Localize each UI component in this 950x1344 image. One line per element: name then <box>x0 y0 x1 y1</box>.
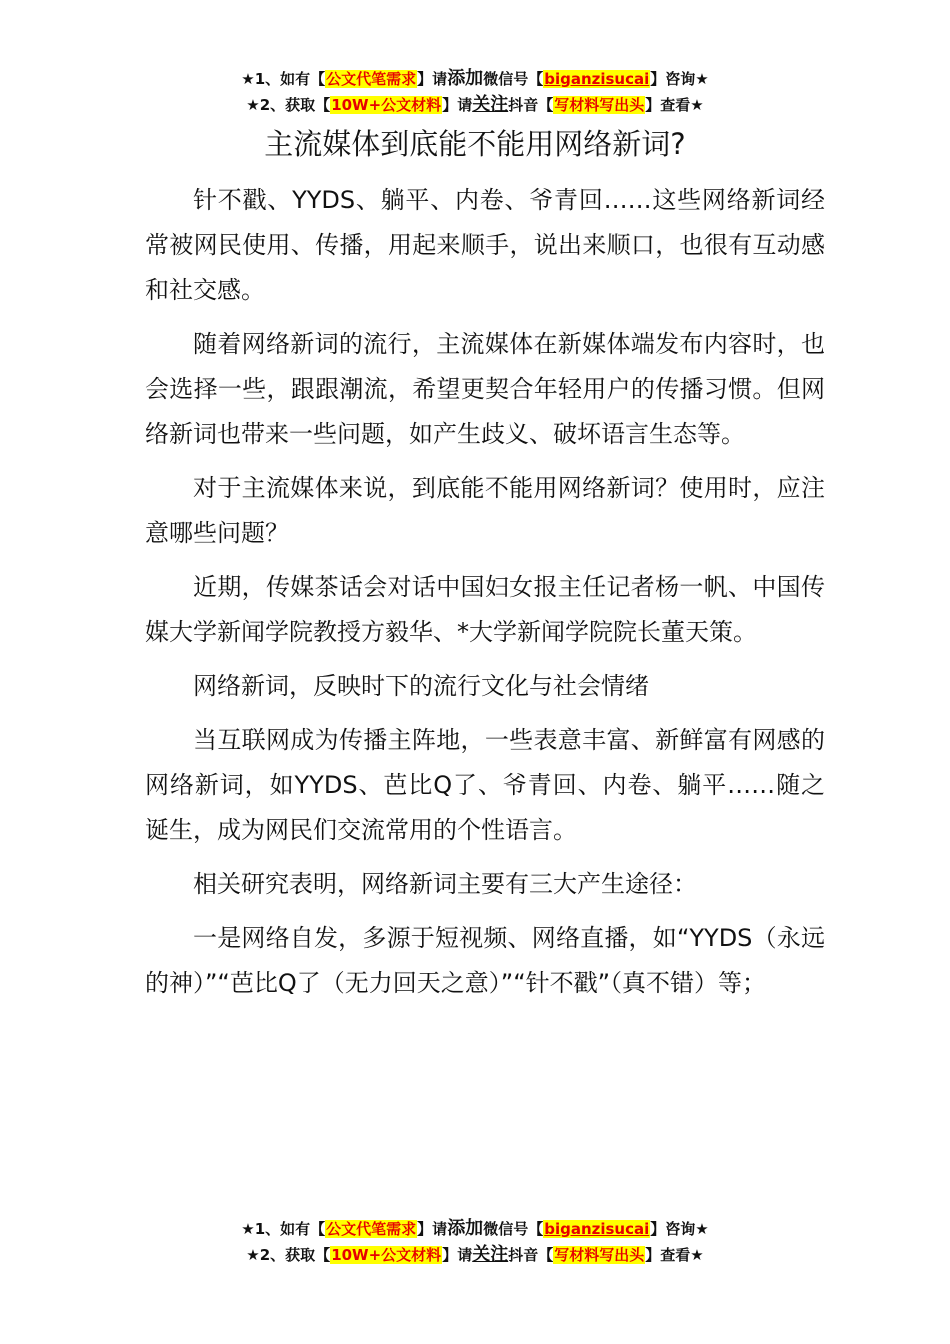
promo-tag-writing-service: 公文代笔需求 <box>326 70 417 88</box>
document-title: 主流媒体到底能不能用网络新词? <box>264 127 686 161</box>
paragraph: 相关研究表明，网络新词主要有三大产生途径： <box>193 870 697 898</box>
paragraph: 近期，传媒茶话会对话中国妇女报主任记者杨一帆、中国传媒大学新闻学院教授方毅华、*大学新闻学院院长董天策。 <box>145 573 825 646</box>
promo-line-1: ★1、如有【公文代笔需求】请添加微信号【biganzisucai】咨询★ <box>241 1218 709 1239</box>
promo-tag-douyin-account: 写材料写出头 <box>554 1246 645 1264</box>
paragraph: 针不戳、YYDS、躺平、内卷、爷青回……这些网络新词经常被网民使用、传播，用起来顺手，说出来顺口，也很有互动感和社交感。 <box>145 186 825 304</box>
promo-line-2: ★2、获取【10W+公文材料】请关注抖音【写材料写出头】查看★ <box>246 94 704 115</box>
promo-tag-materials: 10W+公文材料 <box>331 1246 442 1264</box>
promo-line-2: ★2、获取【10W+公文材料】请关注抖音【写材料写出头】查看★ <box>246 1244 704 1265</box>
promo-line-1: ★1、如有【公文代笔需求】请添加微信号【biganzisucai】咨询★ <box>241 68 709 89</box>
promo-banner-top <box>0 66 950 118</box>
section-heading: 网络新词，反映时下的流行文化与社会情绪 <box>193 672 649 700</box>
promo-tag-douyin-account: 写材料写出头 <box>554 96 645 114</box>
promo-tag-wechat-id: biganzisucai <box>544 70 650 88</box>
promo-tag-materials: 10W+公文材料 <box>331 96 442 114</box>
promo-banner-bottom <box>0 1216 950 1268</box>
paragraph: 随着网络新词的流行，主流媒体在新媒体端发布内容时，也会选择一些，跟跟潮流，希望更契合年轻用户的传播习惯。但网络新词也带来一些问题，如产生歧义、破坏语言生态等。 <box>145 330 825 448</box>
promo-tag-wechat-id: biganzisucai <box>544 1220 650 1238</box>
promo-tag-writing-service: 公文代笔需求 <box>326 1220 417 1238</box>
document-body <box>145 178 825 1015</box>
paragraph: 当互联网成为传播主阵地，一些表意丰富、新鲜富有网感的网络新词，如YYDS、芭比Q了、爷青回、内卷、躺平……随之诞生，成为网民们交流常用的个性语言。 <box>145 726 825 844</box>
paragraph: 一是网络自发，多源于短视频、网络直播，如“YYDS（永远的神）”“芭比Q了（无力回天之意）”“针不戳”（真不错）等； <box>145 924 825 997</box>
paragraph: 对于主流媒体来说，到底能不能用网络新词？使用时，应注意哪些问题？ <box>145 474 825 547</box>
